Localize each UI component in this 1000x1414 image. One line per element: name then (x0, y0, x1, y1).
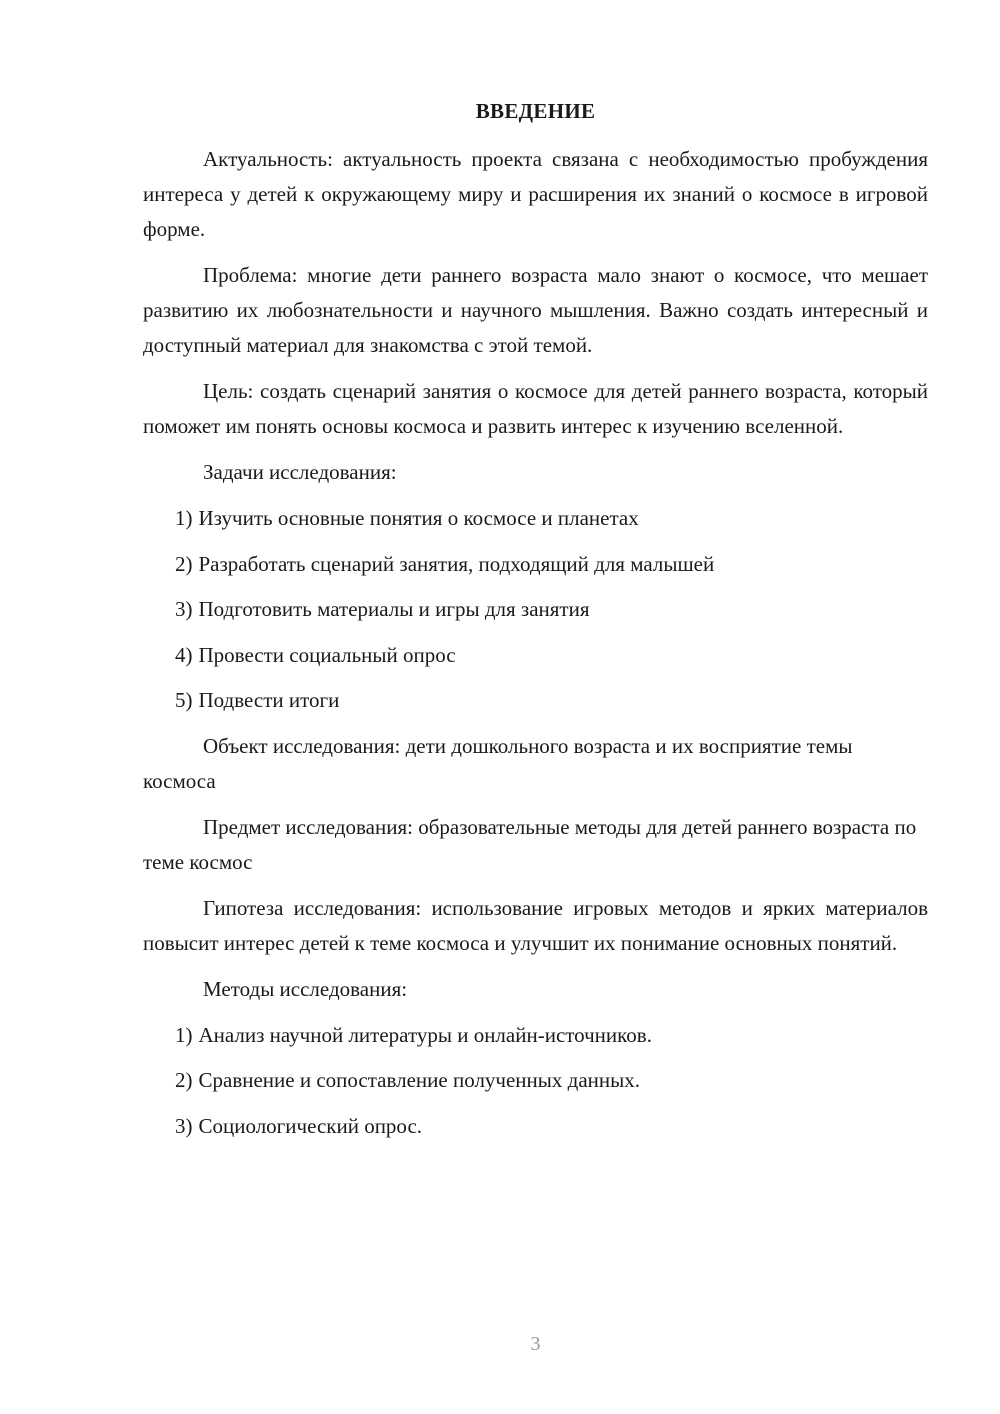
list-item-number: 1) (175, 506, 193, 530)
document-page (143, 0, 928, 1414)
tasks-list (143, 501, 928, 718)
list-item (143, 683, 928, 718)
list-item (143, 1018, 928, 1053)
list-item-number: 3) (175, 597, 193, 621)
methods-list (143, 1018, 928, 1144)
page-title: ВВЕДЕНИЕ (475, 99, 596, 123)
list-item-number: 2) (175, 1068, 193, 1092)
relevance-paragraph: Актуальность: актуальность проекта связана с необходимостью пробуждения интереса у детей к окружающему миру и расширения их знаний о космосе в игровой форме. (143, 147, 928, 241)
list-item (143, 501, 928, 536)
list-item-text: Подвести итоги (198, 688, 340, 712)
hypothesis-paragraph: Гипотеза исследования: использование игровых методов и ярких материалов повысит интерес детей к теме космоса и улучшит их понимание основных понятий. (143, 895, 928, 955)
list-item (143, 592, 928, 627)
list-item (143, 1109, 928, 1144)
subject-paragraph: Предмет исследования: образовательные методы для детей раннего возраста по теме космос (143, 814, 917, 874)
problem-paragraph: Проблема: многие дети раннего возраста мало знают о космосе, что мешает развитию их любознательности и научного мышления. Важно создать интересный и доступный материал для знакомства с этой темой. (143, 263, 928, 357)
page-number: 3 (530, 1333, 541, 1355)
list-item-text: Сравнение и сопоставление полученных данных. (198, 1068, 640, 1092)
list-item-text: Изучить основные понятия о космосе и планетах (198, 506, 639, 530)
tasks-heading: Задачи исследования: (203, 460, 397, 484)
object-paragraph: Объект исследования: дети дошкольного возраста и их восприятие темы космоса (143, 733, 853, 793)
list-item-number: 1) (175, 1022, 193, 1047)
list-item (143, 1063, 928, 1098)
list-item-text: Подготовить материалы и игры для занятия (198, 597, 590, 621)
list-item-number: 3) (175, 1113, 193, 1138)
list-item (143, 547, 928, 582)
goal-paragraph: Цель: создать сценарий занятия о космосе для детей раннего возраста, который поможет им понять основы космоса и развить интерес к изучению вселенной. (143, 379, 928, 438)
list-item-text: Разработать сценарий занятия, подходящий для малышей (198, 551, 715, 576)
list-item (143, 638, 928, 673)
list-item-number: 5) (175, 688, 193, 712)
list-item-number: 2) (175, 551, 193, 576)
list-item-text: Анализ научной литературы и онлайн-источников. (198, 1022, 652, 1047)
list-item-number: 4) (175, 642, 193, 667)
list-item-text: Социологический опрос. (198, 1113, 423, 1138)
methods-heading: Методы исследования: (203, 976, 408, 1001)
document-body (143, 142, 928, 1154)
list-item-text: Провести социальный опрос (198, 642, 456, 667)
